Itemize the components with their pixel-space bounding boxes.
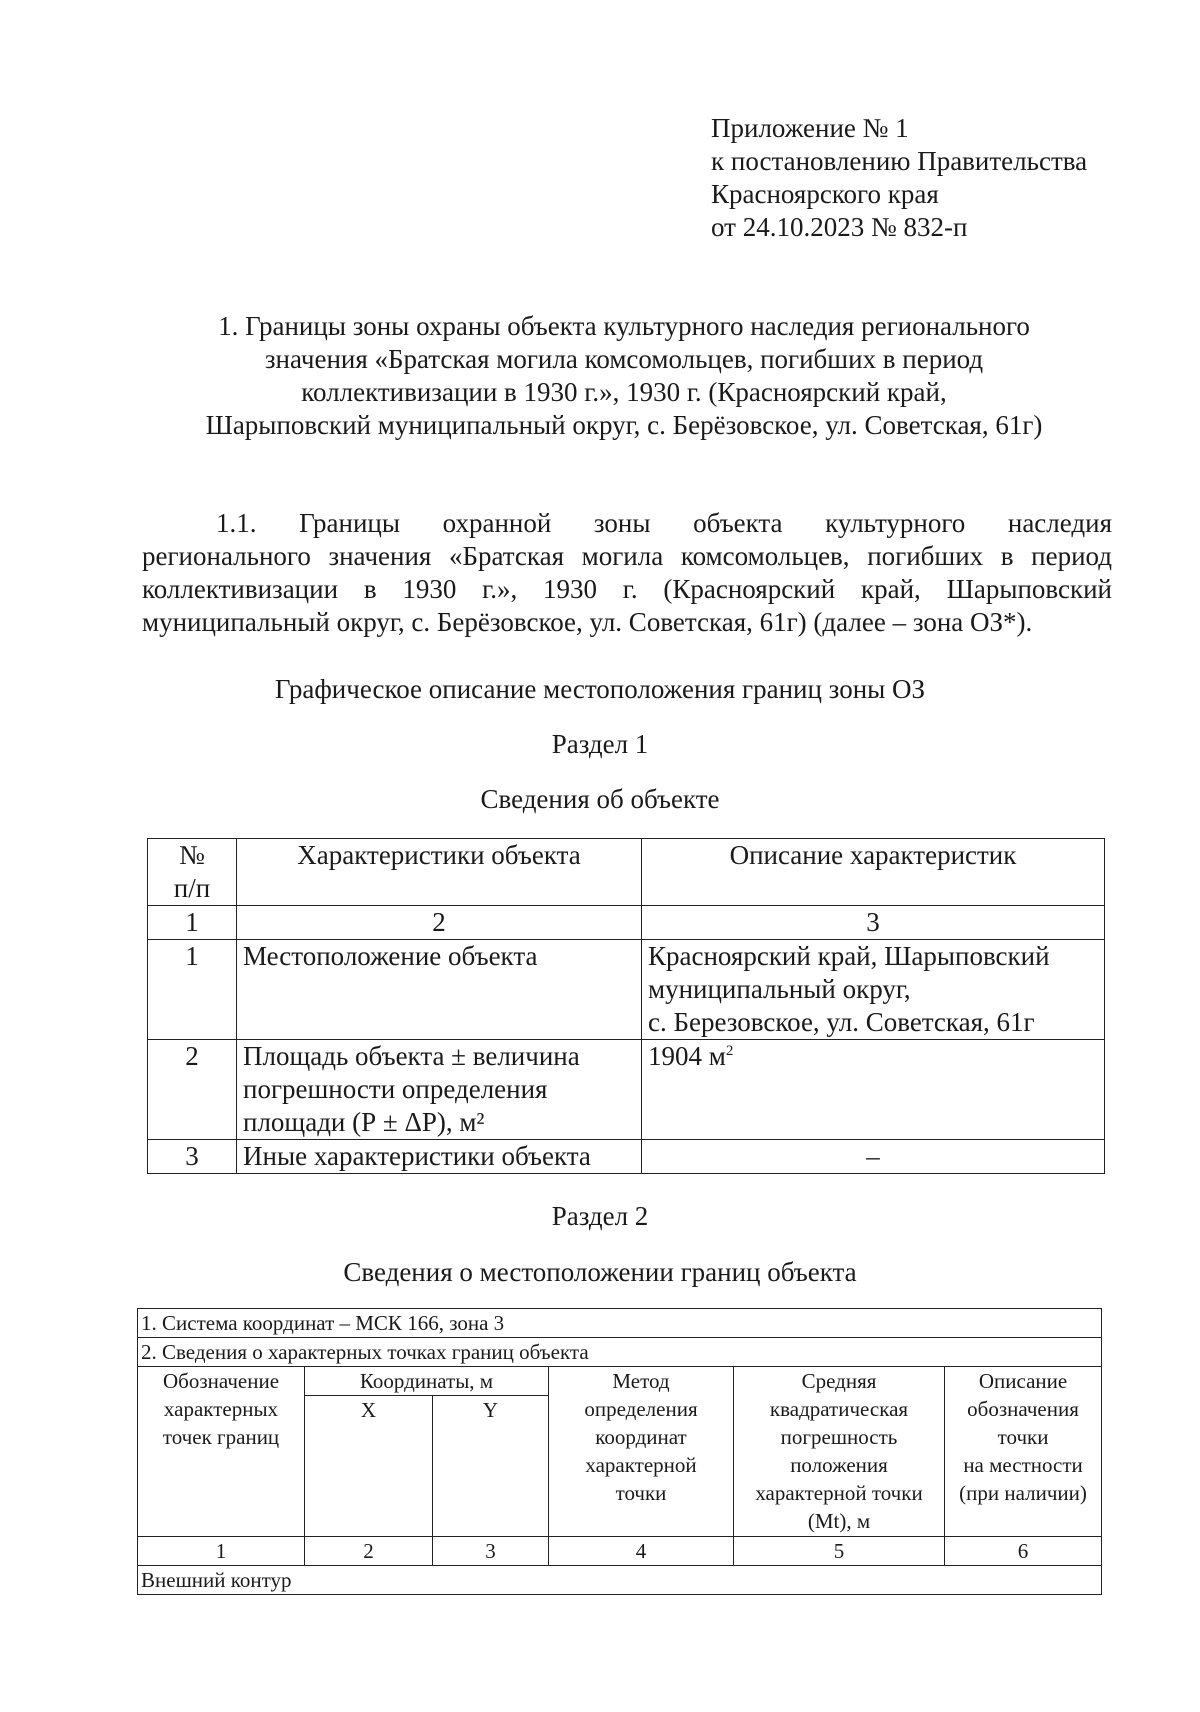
table-row	[148, 1140, 1105, 1174]
outer-contour-cell: Внешний контур	[138, 1566, 1102, 1595]
object-info-table	[147, 838, 1105, 1174]
coordinate-system-row	[138, 1309, 1102, 1338]
header-cell-number: № п/п	[148, 839, 237, 906]
section2-title: Раздел 2	[551, 1201, 649, 1231]
header-line: (Mt), м	[807, 1509, 871, 1533]
header-line: положения	[790, 1453, 888, 1477]
appendix-block	[711, 112, 1087, 244]
graphic-description-title: Графическое описание местоположения границ зоны ОЗ	[274, 674, 926, 704]
table-header-row	[138, 1367, 1102, 1396]
column-number-row	[138, 1537, 1102, 1566]
header-line: точек границ	[162, 1425, 280, 1449]
column-number: 6	[945, 1537, 1102, 1566]
heading-line: коллективизации в 1930 г.», 1930 г. (Красноярский край,	[301, 377, 947, 407]
column-number: 4	[549, 1537, 734, 1566]
body-paragraph	[142, 507, 1112, 639]
section-heading	[120, 310, 1128, 442]
row-characteristic	[237, 1040, 642, 1140]
column-number: 3	[642, 906, 1105, 940]
column-number: 2	[237, 906, 642, 940]
header-line: квадратическая	[769, 1397, 909, 1421]
header-point-description	[945, 1367, 1102, 1537]
header-line: координат	[595, 1425, 687, 1449]
table-row	[148, 1040, 1105, 1140]
row-characteristic: Иные характеристики объекта	[237, 1140, 642, 1174]
header-line: характерной	[585, 1453, 697, 1477]
row-number: 1	[148, 940, 237, 1040]
column-number: 1	[148, 906, 237, 940]
header-cell-description: Описание характеристик	[642, 839, 1105, 906]
heading-line: значения «Братская могила комсомольцев, погибших в период	[264, 344, 984, 374]
appendix-line: к постановлению Правительства	[711, 146, 1088, 176]
characteristic-line: погрешности определения	[243, 1074, 548, 1104]
header-line: характерной точки	[755, 1481, 923, 1505]
column-number: 2	[305, 1537, 433, 1566]
appendix-line: Приложение № 1	[711, 113, 909, 143]
column-number: 1	[138, 1537, 305, 1566]
header-line: погрешность	[780, 1425, 898, 1449]
row-number: 2	[148, 1040, 237, 1140]
header-line: определения	[584, 1397, 698, 1421]
header-error	[734, 1367, 945, 1537]
characteristic-line: площади (Р ± ΔР), м²	[243, 1107, 485, 1137]
points-info-cell: 2. Сведения о характерных точках границ объекта	[138, 1338, 1102, 1367]
area-unit-superscript: 2	[725, 1043, 734, 1059]
points-info-row	[138, 1338, 1102, 1367]
row-description: –	[642, 1140, 1105, 1174]
header-line: (при наличии)	[959, 1481, 1087, 1505]
area-value: 1904 м	[648, 1041, 726, 1071]
header-y: Y	[433, 1396, 549, 1537]
boundary-points-table	[137, 1308, 1102, 1595]
appendix-line: Красноярского края	[711, 179, 939, 209]
header-cell-characteristics: Характеристики объекта	[237, 839, 642, 906]
paragraph-line: коллективизации в 1930 г.», 1930 г. (Красноярский край, Шарыповский	[142, 574, 1112, 604]
column-number: 5	[734, 1537, 945, 1566]
appendix-line: от 24.10.2023 № 832-п	[711, 212, 968, 242]
header-method	[549, 1367, 734, 1537]
header-line: Обозначение	[162, 1369, 280, 1393]
paragraph-line: муниципальный округ, с. Берёзовское, ул. Советская, 61г) (далее – зона ОЗ*).	[142, 607, 1033, 637]
header-line: Описание	[978, 1369, 1068, 1393]
table-row	[148, 940, 1105, 1040]
outer-contour-row	[138, 1566, 1102, 1595]
coordinate-system-cell: 1. Система координат – МСК 166, зона 3	[138, 1309, 1102, 1338]
heading-line: 1. Границы зоны охраны объекта культурного наследия регионального	[218, 311, 1030, 341]
description-line: Красноярский край, Шарыповский	[648, 941, 1050, 971]
header-line: на местности	[963, 1453, 1083, 1477]
section1-subtitle: Сведения об объекте	[480, 784, 720, 814]
header-designation	[138, 1367, 305, 1537]
header-line: Средняя	[801, 1369, 877, 1393]
section2-subtitle: Сведения о местоположении границ объекта	[343, 1257, 857, 1287]
row-characteristic: Местоположение объекта	[237, 940, 642, 1040]
header-line: характерных	[163, 1397, 279, 1421]
header-line: точки	[615, 1481, 667, 1505]
characteristic-line: Площадь объекта ± величина	[243, 1041, 580, 1071]
description-line: с. Березовское, ул. Советская, 61г	[648, 1007, 1035, 1037]
row-description	[642, 1040, 1105, 1140]
paragraph-line: 1.1. Границы охранной зоны объекта культурного наследия	[216, 508, 1112, 538]
description-line: муниципальный округ,	[648, 974, 911, 1004]
column-number-row	[148, 906, 1105, 940]
header-x: X	[305, 1396, 433, 1537]
header-line: точки	[997, 1425, 1049, 1449]
header-coordinates: Координаты, м	[305, 1367, 549, 1396]
column-number: 3	[433, 1537, 549, 1566]
heading-line: Шарыповский муниципальный округ, с. Берёзовское, ул. Советская, 61г)	[205, 410, 1043, 440]
row-description	[642, 940, 1105, 1040]
header-line: Метод	[612, 1369, 670, 1393]
paragraph-line: регионального значения «Братская могила комсомольцев, погибших в период	[142, 541, 1112, 571]
row-number: 3	[148, 1140, 237, 1174]
section1-title: Раздел 1	[551, 729, 649, 759]
table-header-row	[148, 839, 1105, 906]
header-line: обозначения	[967, 1397, 1079, 1421]
